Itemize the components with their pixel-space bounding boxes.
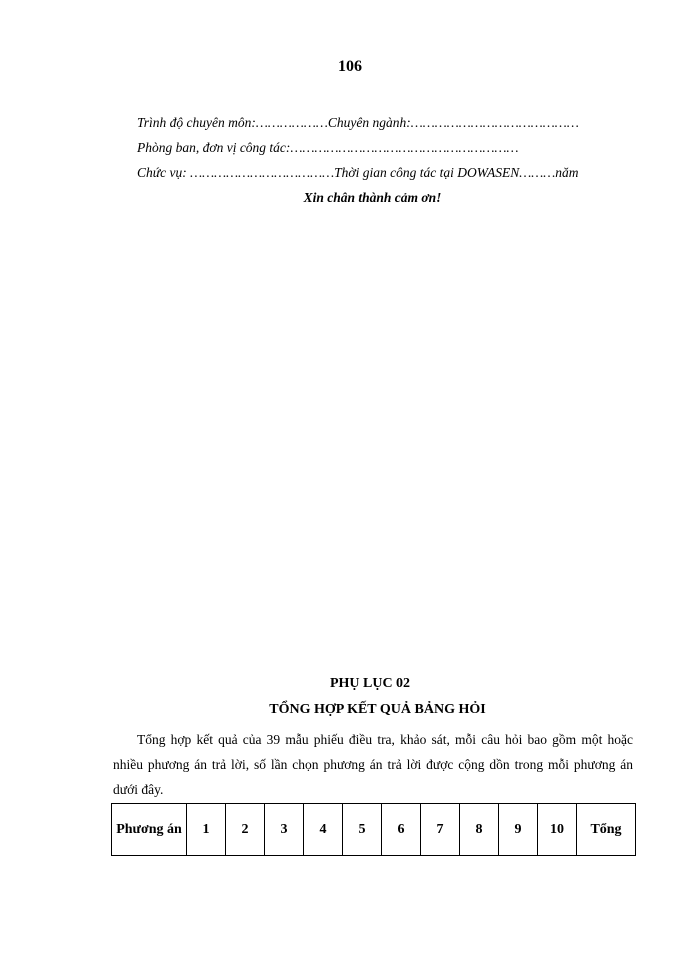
header-col-10: 10 [538,804,577,856]
position-label: Chức vụ: [137,165,187,180]
department-label: Phòng ban, đơn vị công tác: [137,140,291,155]
header-total: Tổng [577,804,636,856]
header-col-7: 7 [421,804,460,856]
position-dots: ……………………………… [190,165,335,180]
department-dots: ………………………………………………… [290,140,519,155]
form-line-position [137,165,579,181]
thanks-text: Xin chân thành cảm ơn! [303,190,442,205]
summary-table [111,803,636,856]
header-col-8: 8 [460,804,499,856]
header-col-4: 4 [304,804,343,856]
major-dots: …………………………………… [410,115,579,130]
major-label: Chuyên ngành: [327,115,411,130]
header-col-5: 5 [343,804,382,856]
table-header-row [112,804,636,856]
table-title: TỔNG HỢP KẾT QUẢ BẢNG HỎI [269,702,486,717]
header-col-1: 1 [187,804,226,856]
form-line-qualification [137,115,579,131]
header-option: Phương án [112,804,187,856]
header-col-9: 9 [499,804,538,856]
header-col-2: 2 [226,804,265,856]
header-col-6: 6 [382,804,421,856]
tenure-label: Thời gian công tác tại DOWASEN [334,165,520,180]
tenure-dots: ……… [519,165,556,180]
form-line-department [137,140,519,156]
appendix-title: PHỤ LỤC 02 [329,676,411,691]
qualification-dots: ……………… [255,115,328,130]
page-number: 106 [338,58,362,75]
qualification-label: Trình độ chuyên môn: [137,115,256,130]
intro-paragraph: Tổng hợp kết quả của 39 mẫu phiếu điều tra, khảo sát, mỗi câu hỏi bao gồm một hoặc nhiều phương án trả lời, số lần chọn phương án trả lời được cộng dồn trong mỗi phương án dưới đây. [113,732,633,797]
header-col-3: 3 [265,804,304,856]
tenure-unit: năm [555,165,579,180]
